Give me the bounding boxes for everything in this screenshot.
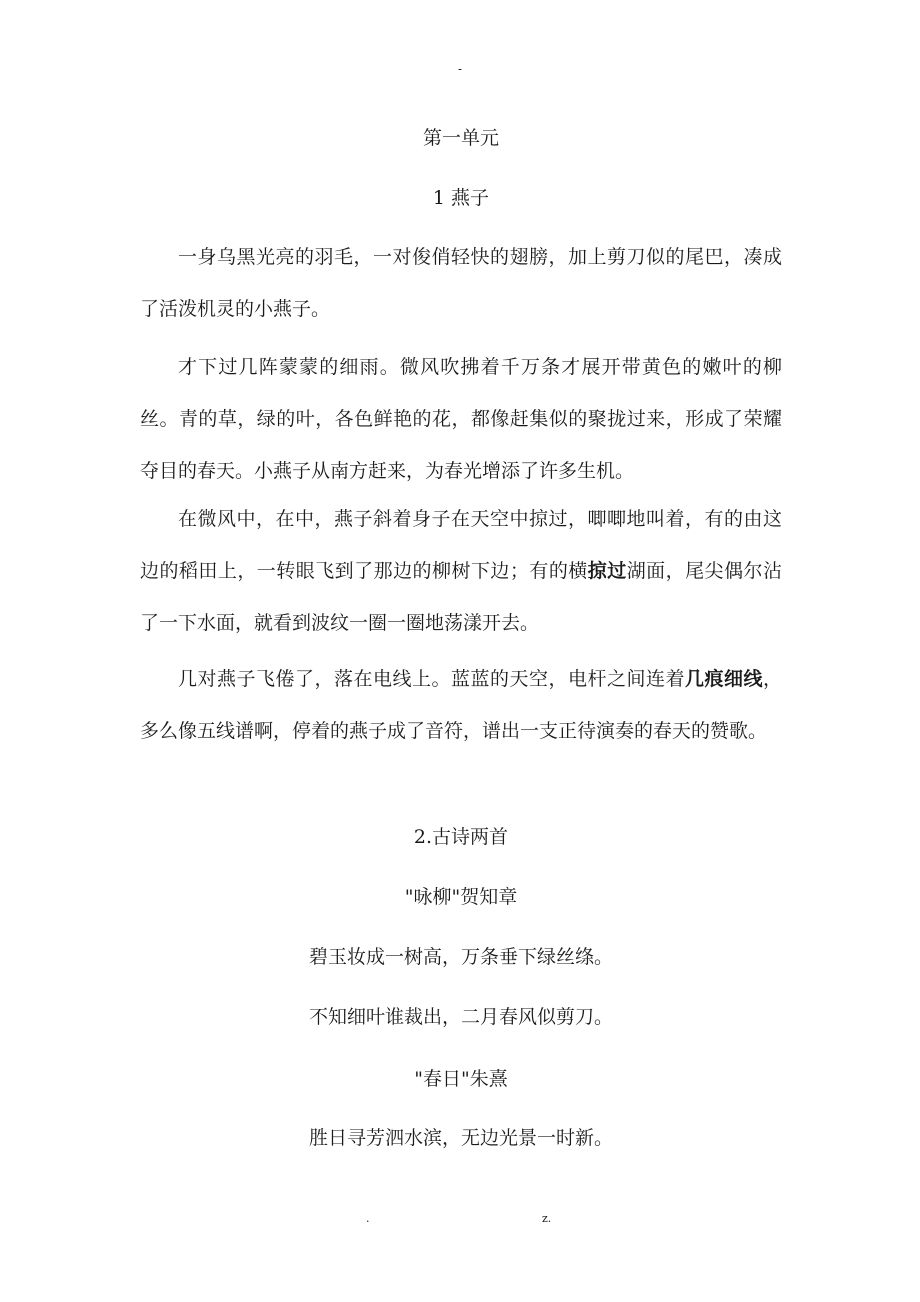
p4-after: ，多么像五线谱啊，停着的燕子成了音符，谱出一支正待演奏的春天的赞歌。 [140, 668, 782, 742]
p4-before: 几对燕子飞倦了，落在电线上。蓝蓝的天空，电杆之间连着 [178, 668, 685, 690]
unit-title: 第一单元 [422, 127, 499, 149]
poem1-line-1: 碧玉妆成一树高，万条垂下绿丝绦。 [308, 946, 613, 968]
poem1-line-2: 不知细叶谁裁出，二月春风似剪刀。 [308, 1006, 613, 1028]
footer-right-mark: z. [542, 1212, 552, 1225]
footer-left-mark: . [366, 1212, 370, 1225]
header-mark: - [457, 62, 463, 76]
lesson1-paragraph-2: 才下过几阵蒙蒙的细雨。微风吹拂着千万条才展开带黄色的嫩叶的柳丝。青的草，绿的叶，各色鲜艳的花，都像赶集似的聚拢过来，形成了荣耀夺目的春天。小燕子从南方赶来，为春光增添了许多生机。 [140, 356, 782, 482]
poem1-heading: "咏柳"贺知章 [404, 886, 518, 908]
p3-after: 湖面，尾尖偶尔沾了一下水面，就看到波纹一圈一圈地荡漾开去。 [140, 560, 782, 634]
lesson1-paragraph-4 [140, 653, 782, 757]
p3-bold: 掠过 [587, 560, 627, 582]
lesson1-title: 1 燕子 [432, 187, 490, 209]
p4-bold: 几痕细线 [684, 668, 763, 690]
p3-before: 在微风中，在中，燕子斜着身子在天空中掠过，唧唧地叫着，有的由这边的稻田上，一转眼飞到了那边的柳树下边；有的横 [140, 508, 782, 582]
poem2-line-1: 胜日寻芳泗水滨，无边光景一时新。 [308, 1127, 613, 1149]
lesson1-paragraph-3 [140, 493, 782, 649]
lesson1-paragraph-1: 一身乌黑光亮的羽毛，一对俊俏轻快的翅膀，加上剪刀似的尾巴，凑成了活泼机灵的小燕子。 [140, 246, 782, 320]
lesson2-title: 2.古诗两首 [413, 826, 509, 848]
poem2-heading: "春日"朱熹 [414, 1068, 508, 1090]
